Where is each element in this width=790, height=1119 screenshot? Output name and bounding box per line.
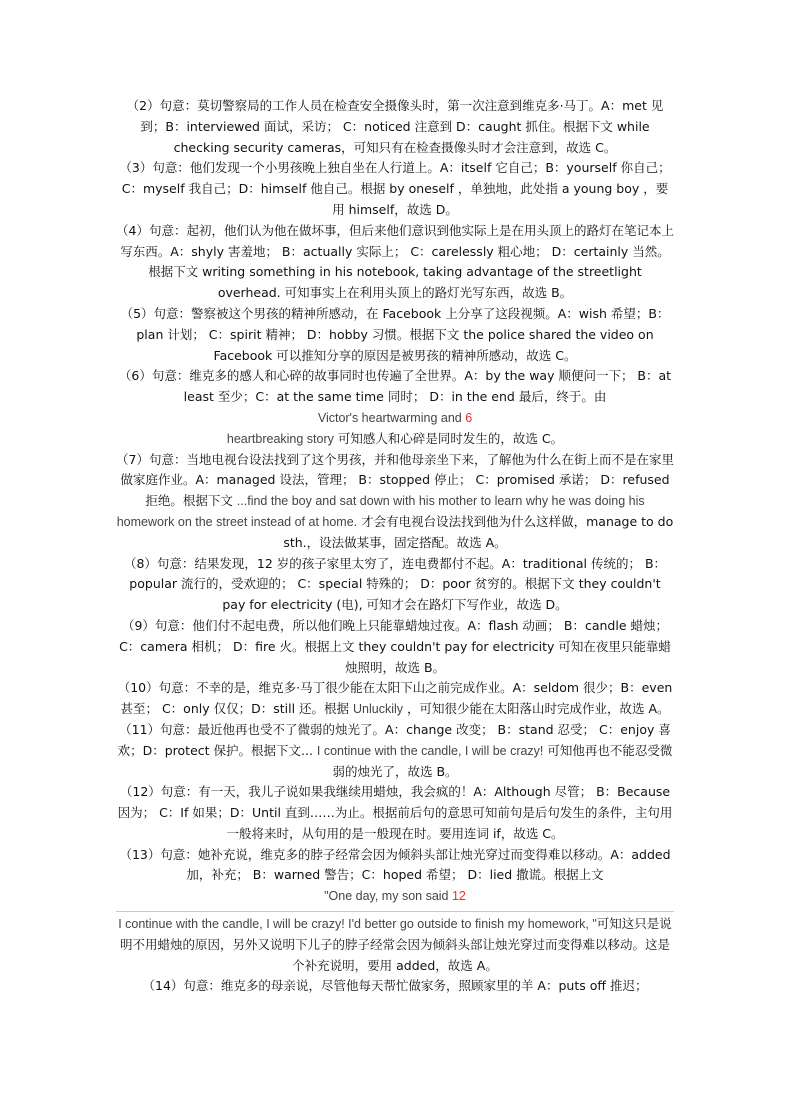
q10-quote: Unluckily <box>353 702 404 717</box>
q13-quote-continued: I continue with the candle, I will be crazy! I'd better go outside to finish my homework, " <box>118 917 597 932</box>
explanation-q2: （2）句意：莫切警察局的工作人员在检查安全摄像头时，第一次注意到维克多·马丁。A：met 见到；B：interviewed 面试，采访； C：noticed 注意到 D：caught 抓住。根据下文 while checking security cameras，可知只有在检查摄像头时才会注意到，故选 C。 <box>126 98 664 155</box>
q13-text: （13）句意：她补充说，维克多的脖子经常会因为倾斜头部让烛光穿过而变得难以移动。A：added 加，补充； B：warned 警告；C：hoped 希望； D：lied 撒谎。根据上文 <box>119 846 671 883</box>
q13-blank-number: 12 <box>451 889 466 904</box>
q6-blank-number: 6 <box>465 410 473 425</box>
q13-quote <box>116 886 674 907</box>
explanation-q13 <box>116 845 674 977</box>
explanation-q4: （4）句意：起初，他们认为他在做坏事，但后来他们意识到他实际上是在用头顶上的路灯在笔记本上写东西。A：shyly 害羞地； B：actually 实际上； C：carelessly 粗心地； D：certainly 当然。根据下文 writing something in his notebook, taking advantage of the streetlight overhead. 可知事实上在利用头顶上的路灯光写东西，故选 B。 <box>116 222 674 301</box>
explanation-q5: （5）句意：警察被这个男孩的精神所感动，在 Facebook 上分享了这段视频。A：wish 希望；B：plan 计划； C：spirit 精神； D：hobby 习惯。根据下文 the police shared the video on Facebook 可以推知分享的原因是被男孩的精神所感动，故选 C。 <box>120 305 670 363</box>
q6-text: （6）句意：维克多的感人和心碎的故事同时也传遍了全世界。A：by the way 顺便问一下； B：at least 至少；C：at the same time 同时； D：in the end 最后，终于。由 <box>118 368 672 405</box>
explanation-q7 <box>116 450 674 554</box>
q13-conclusion <box>116 914 674 976</box>
explanation-q11 <box>116 720 674 782</box>
answer-explanations <box>116 96 674 997</box>
q13-quote-text: "One day, my son said <box>324 889 449 904</box>
q6-conclusion <box>116 429 674 450</box>
explanation-q14: （14）句意：维克多的母亲说，尽管他每天帮忙做家务，照顾家里的羊 A：puts off 推迟； <box>142 978 648 994</box>
q10-text-b: ，可知很少能在太阳落山时完成作业，故选 A。 <box>403 701 670 717</box>
explanation-q9: （9）句意：他们付不起电费，所以他们晚上只能靠蜡烛过夜。A：flash 动画； B：candle 蜡烛； C：camera 相机； D：fire 火。根据上文 they couldn't pay for electricity 可知在夜里只能靠蜡烛照明，故选 B。 <box>119 617 671 675</box>
explanation-q3: （3）句意：他们发现一个小男孩晚上独自坐在人行道上。A：itself 它自己；B：yourself 你自己； C：myself 我自己；D：himself 他自己。根据 by oneself ，单独地，此处指 a young boy ，要用 himself，故选 D。 <box>119 160 671 217</box>
explanation-q10 <box>116 678 674 720</box>
q6-quote-text: Victor's heartwarming and <box>317 410 462 425</box>
q13-conclusion-text: 可知这只是说明不用蜡烛的原因，另外又说明下儿子的脖子经常会因为倾斜头部让烛光穿过而变得难以移动。这是个补充说明，要用 added，故选 A。 <box>119 916 672 973</box>
q6-quote-end: heartbreaking story <box>226 431 334 446</box>
explanation-q8: （8）句意：结果发现，12 岁的孩子家里太穷了，连电费都付不起。A：traditional 传统的； B：popular 流行的，受欢迎的； C：special 特殊的； D：poor 贫穷的。根据下文 they couldn't pay for electricity (电), 可知才会在路灯下写作业，故选 D。 <box>123 555 667 613</box>
q7-quote: ...find the boy and sat down with his mother to learn why he was doing his homework on the street instead of at home. <box>116 494 645 529</box>
q6-conclusion-text: 可知感人和心碎是同时发生的，故选 C。 <box>333 430 564 446</box>
q6-quote <box>116 408 674 429</box>
q11-text-b: 可知他再也不能忍受微弱的烛光了，故选 B。 <box>332 742 673 779</box>
divider <box>116 911 674 912</box>
q10-text-a: （10）句意：不幸的是，维克多·马丁很少能在太阳下山之前完成作业。A：seldom 很少；B：even 甚至； C：only 仅仅；D：still 还。根据 <box>117 680 673 717</box>
explanation-q12: （12）句意：有一天，我儿子说如果我继续用蜡烛，我会疯的！A：Although 尽管； B：Because 因为； C：If 如果；D：Until 直到……为止。根据前后句的意思可知前句是后句发生的条件，主句用一般将来时，从句用的是一般现在时。要用连词 if，故选 C。 <box>117 784 673 841</box>
explanation-q6 <box>116 366 674 449</box>
q7-text-a: （7）句意：当地电视台设法找到了这个男孩，并和他母亲坐下来，了解他为什么在街上而不是在家里做家庭作业。A：managed 设法，管理； B：stopped 停止； C：promised 承诺； D：refused 拒绝。根据下文 <box>116 451 674 509</box>
q11-text-a: （11）句意：最近他再也受不了微弱的烛光了。A：change 改变； B：stand 忍受； C：enjoy 喜欢；D：protect 保护。根据下文... <box>117 721 671 758</box>
q7-text-b: 才会有电视台设法找到他为什么这样做，manage to do sth.，设法做某事，固定搭配。故选 A。 <box>283 513 674 550</box>
q11-quote: I continue with the candle, I will be crazy! <box>316 743 544 758</box>
